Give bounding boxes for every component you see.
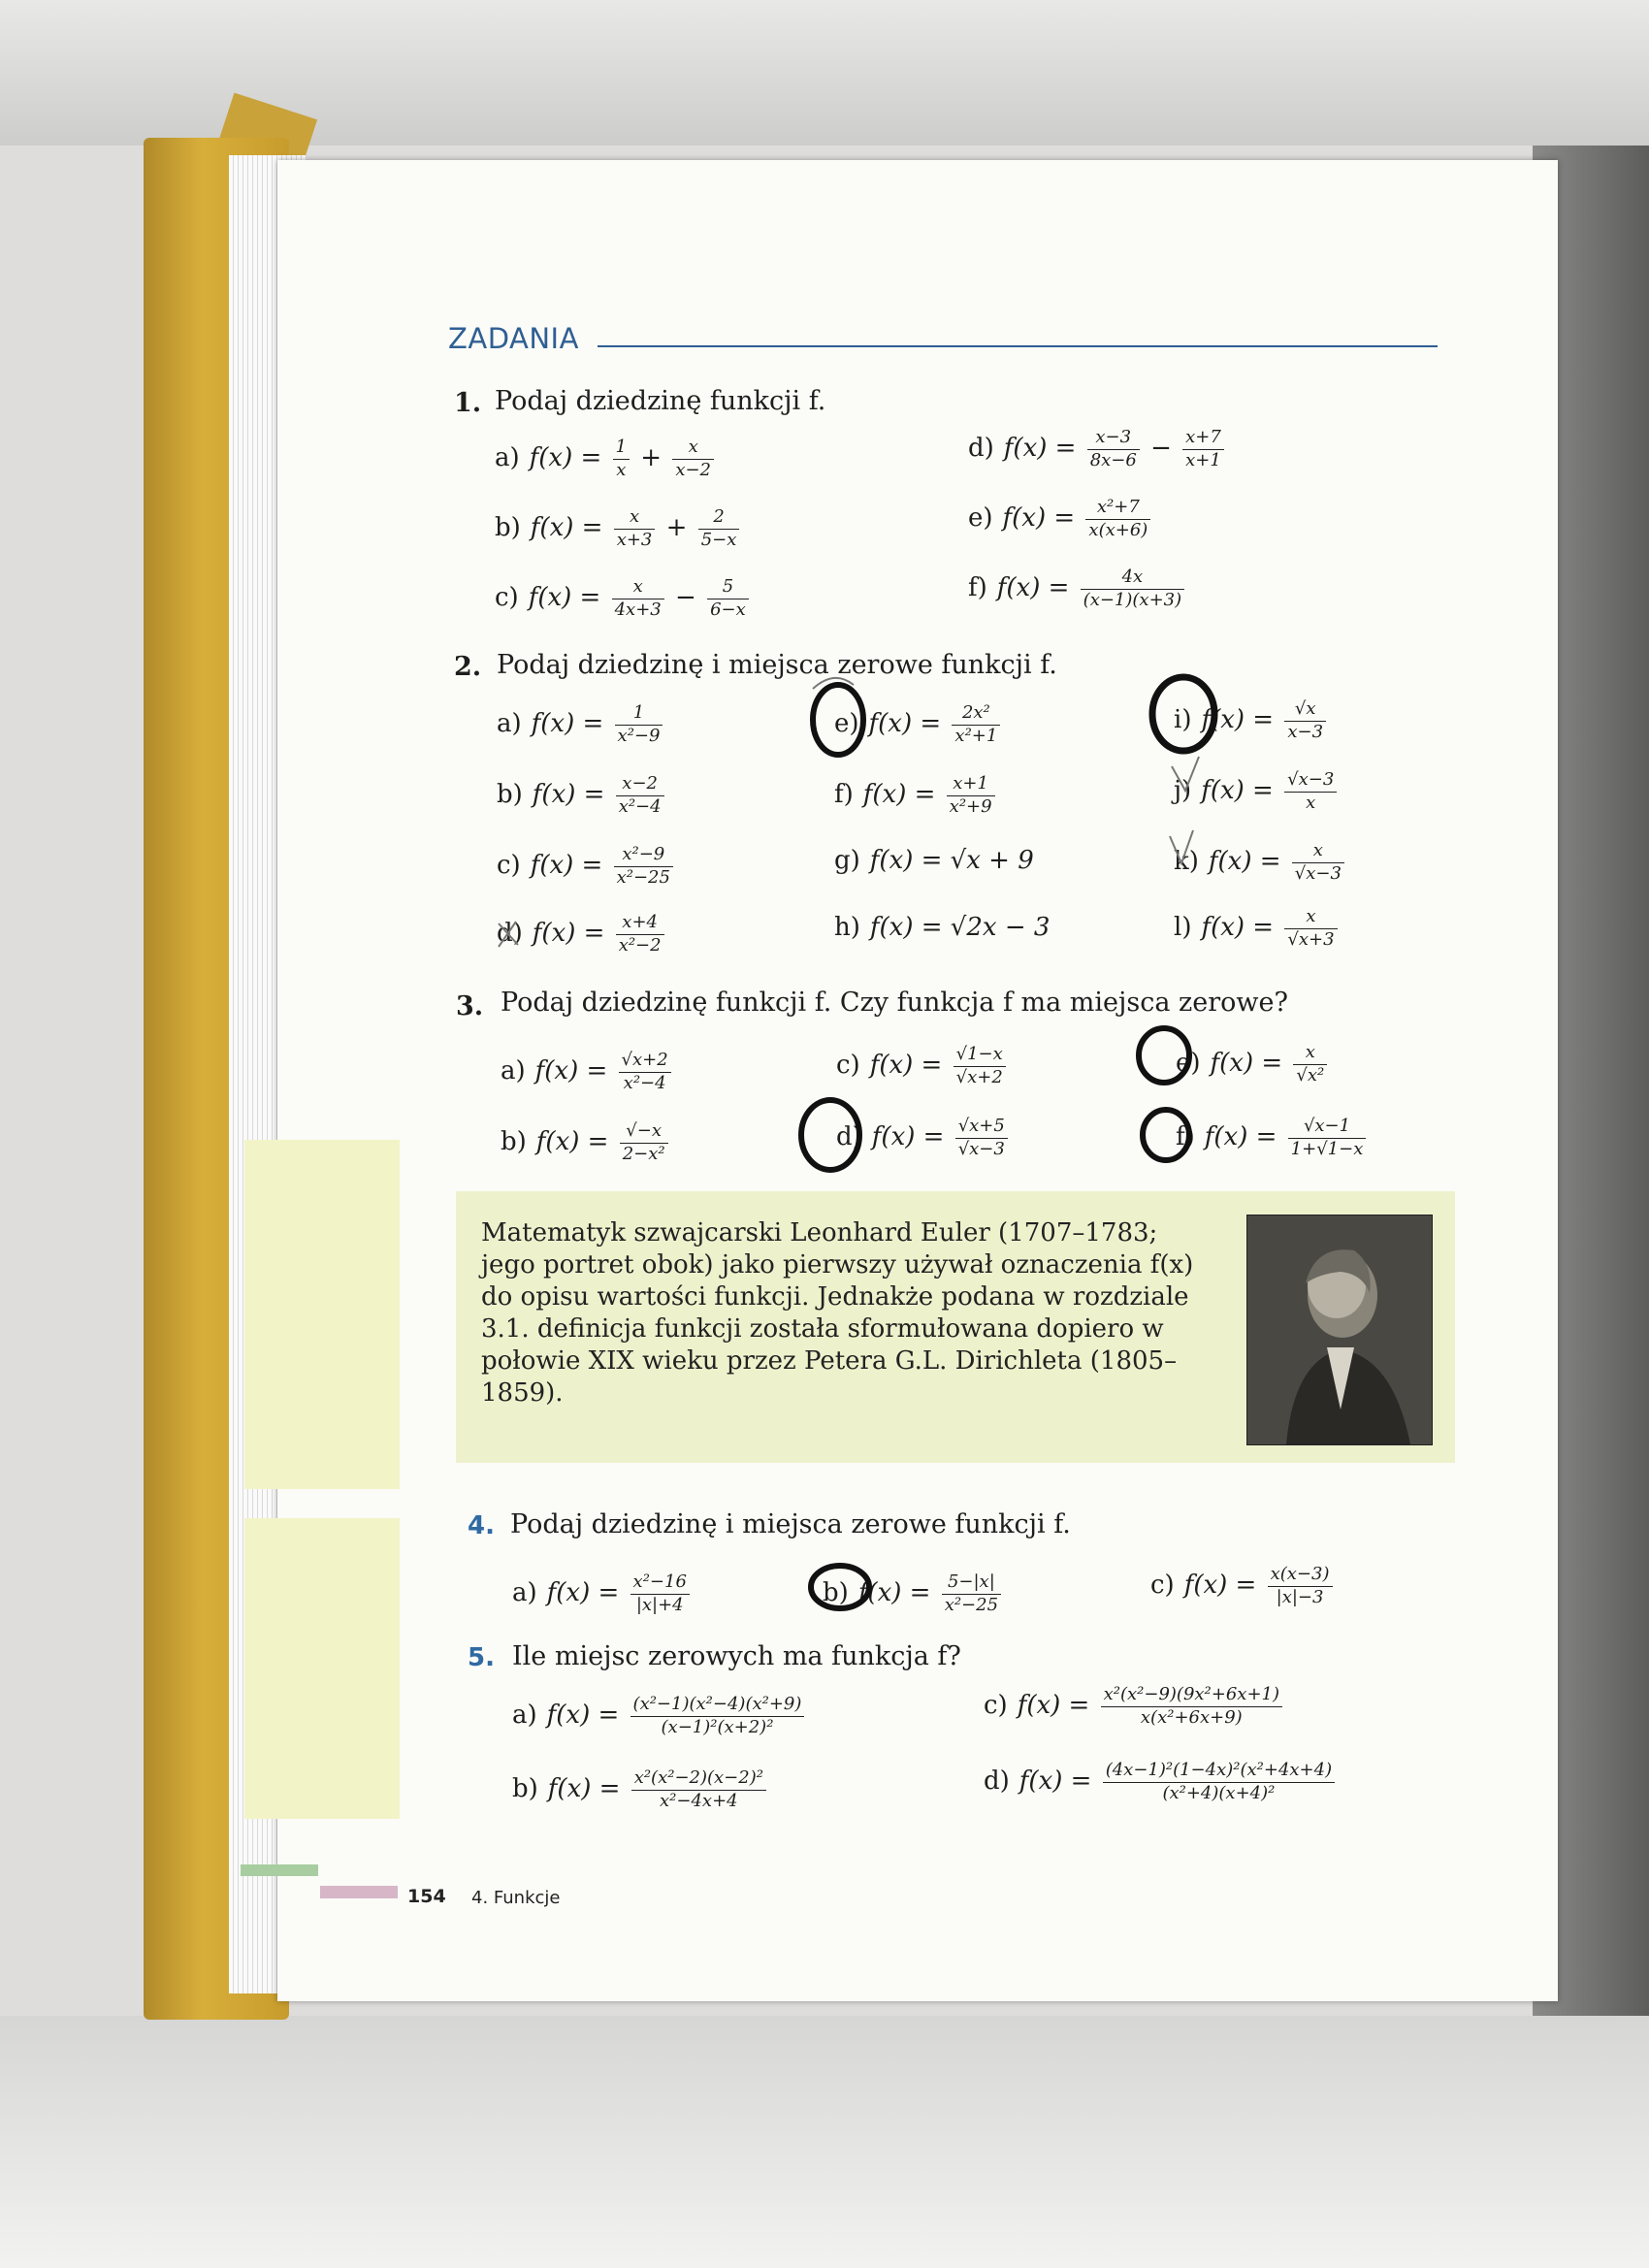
exercise-2h: h) f(x) = √2x − 3 bbox=[834, 913, 1051, 942]
footer-color-bar bbox=[320, 1886, 398, 1898]
exercise-2i: i) f(x) = $\frac{√x}{x-3}$ bbox=[1174, 698, 1329, 743]
task-prompt: Podaj dziedzinę funkcji f. bbox=[495, 386, 826, 416]
exercise-5d: d) f(x) = $\frac{\text{(4x−1)²(1−4x)²(x²+4x+4)}}{\text{(x²+4)(x+4)²}}$ bbox=[984, 1760, 1338, 1804]
exercise-1c: c) f(x) = $\frac{x}{4x+3}$ − $\frac{5}{6-x}$ bbox=[495, 576, 752, 621]
margin-color-strip bbox=[244, 1140, 400, 1489]
page-number: 154 bbox=[407, 1886, 446, 1907]
task-number: 3. bbox=[456, 991, 484, 1021]
task-prompt: Podaj dziedzinę i miejsca zerowe funkcji f. bbox=[510, 1509, 1071, 1539]
exercise-3e: e) f(x) = $\frac{x}{\text{√x²}}$ bbox=[1176, 1042, 1330, 1086]
task-number: 2. bbox=[454, 652, 482, 682]
exercise-4a: a) f(x) = $\frac{\text{x²−16}}{|x|+4}$ bbox=[512, 1571, 693, 1616]
task-number: 4. bbox=[468, 1511, 495, 1540]
exercise-1f: f) f(x) = $\frac{4x}{(x-1)(x+3)}$ bbox=[968, 567, 1187, 611]
exercise-2g: g) f(x) = √x + 9 bbox=[834, 846, 1034, 875]
exercise-5c: c) f(x) = $\frac{\text{x²(x²−9)(9x²+6x+1)}}{\text{x(x²+6x+9)}}$ bbox=[984, 1684, 1285, 1729]
exercise-1a: a) f(x) = $\frac{1}{x}$ + $\frac{x}{x-2}$ bbox=[495, 437, 717, 481]
exercise-3b: b) f(x) = $\frac{√-x}{\text{2−x²}}$ bbox=[501, 1120, 671, 1165]
exercise-1b: b) f(x) = $\frac{x}{x+3}$ + $\frac{2}{5-x}$ bbox=[495, 506, 742, 551]
margin-color-strip bbox=[244, 1518, 400, 1819]
heading-rule bbox=[598, 345, 1438, 347]
exercise-2e: e) f(x) = $\frac{\text{2x²}}{\text{x²+1}}$ bbox=[834, 702, 1003, 747]
exercise-2j: j) f(x) = $\frac{√x-3}{x}$ bbox=[1174, 769, 1340, 814]
exercise-1d: d) f(x) = $\frac{x-3}{8x-6}$ − $\frac{x+7}{x+1}$ bbox=[968, 427, 1227, 471]
exercise-3d: d) f(x) = $\frac{√x+5}{√x-3}$ bbox=[836, 1116, 1011, 1160]
exercise-1e: e) f(x) = $\frac{\text{x²+7}}{x(x+6)}$ bbox=[968, 497, 1153, 541]
scan-bottom-area bbox=[0, 2016, 1649, 2268]
exercise-2b: b) f(x) = $\frac{x-2}{\text{x²−4}}$ bbox=[497, 773, 667, 818]
exercise-2a: a) f(x) = $\frac{1}{\text{x²−9}}$ bbox=[497, 702, 665, 747]
task-prompt: Podaj dziedzinę i miejsca zerowe funkcji f. bbox=[497, 650, 1057, 680]
exercise-3a: a) f(x) = $\frac{√x+2}{\text{x²−4}}$ bbox=[501, 1050, 674, 1094]
task-prompt: Ile miejsc zerowych ma funkcja f? bbox=[512, 1641, 961, 1671]
exercise-3c: c) f(x) = $\frac{√1-x}{√x+2}$ bbox=[836, 1044, 1009, 1088]
exercise-2l: l) f(x) = $\frac{x}{√x+3}$ bbox=[1174, 906, 1341, 951]
euler-portrait bbox=[1246, 1215, 1433, 1445]
exercise-5a: a) f(x) = $\frac{\text{(x²−1)(x²−4)(x²+9)}}{\text{(x−1)²(x+2)²}}$ bbox=[512, 1694, 807, 1738]
task-number: 5. bbox=[468, 1643, 495, 1672]
exercise-2f: f) f(x) = $\frac{x+1}{\text{x²+9}}$ bbox=[834, 773, 998, 818]
margin-green-mark bbox=[241, 1864, 318, 1876]
section-heading: ZADANIA bbox=[448, 322, 579, 355]
exercise-5b: b) f(x) = $\frac{\text{x²(x²−2)(x−2)²}}{\text{x²−4x+4}}$ bbox=[512, 1767, 769, 1812]
historical-note-text: Matematyk szwajcarski Leonhard Euler (1707–1783; jego portret obok) jako pierwszy używał oznaczenia f(x) do opisu wartości funkcji. Jednakże podana w rozdziale 3.1. definicja funkcji została sformułowana dopiero w połowie XIX wieku przez Petera G.L. Dirichleta (1805–1859). bbox=[481, 1218, 1194, 1408]
task-number: 1. bbox=[454, 388, 482, 418]
exercise-3f: f) f(x) = $\frac{√x-1}{1+√1-x}$ bbox=[1176, 1116, 1369, 1160]
task-prompt: Podaj dziedzinę funkcji f. Czy funkcja f ma miejsca zerowe? bbox=[501, 988, 1288, 1018]
exercise-4c: c) f(x) = $\frac{x(x-3)}{|x|-3}$ bbox=[1150, 1564, 1336, 1608]
exercise-2d: d) f(x) = $\frac{x+4}{\text{x²−2}}$ bbox=[497, 912, 667, 956]
exercise-4b: b) f(x) = $\frac{5-|x|}{\text{x²−25}}$ bbox=[823, 1571, 1004, 1616]
chapter-label: 4. Funkcje bbox=[471, 1888, 561, 1908]
exercise-2c: c) f(x) = $\frac{\text{x²−9}}{\text{x²−25}}$ bbox=[497, 844, 676, 889]
exercise-2k: k) f(x) = $\frac{x}{√x-3}$ bbox=[1174, 840, 1347, 885]
